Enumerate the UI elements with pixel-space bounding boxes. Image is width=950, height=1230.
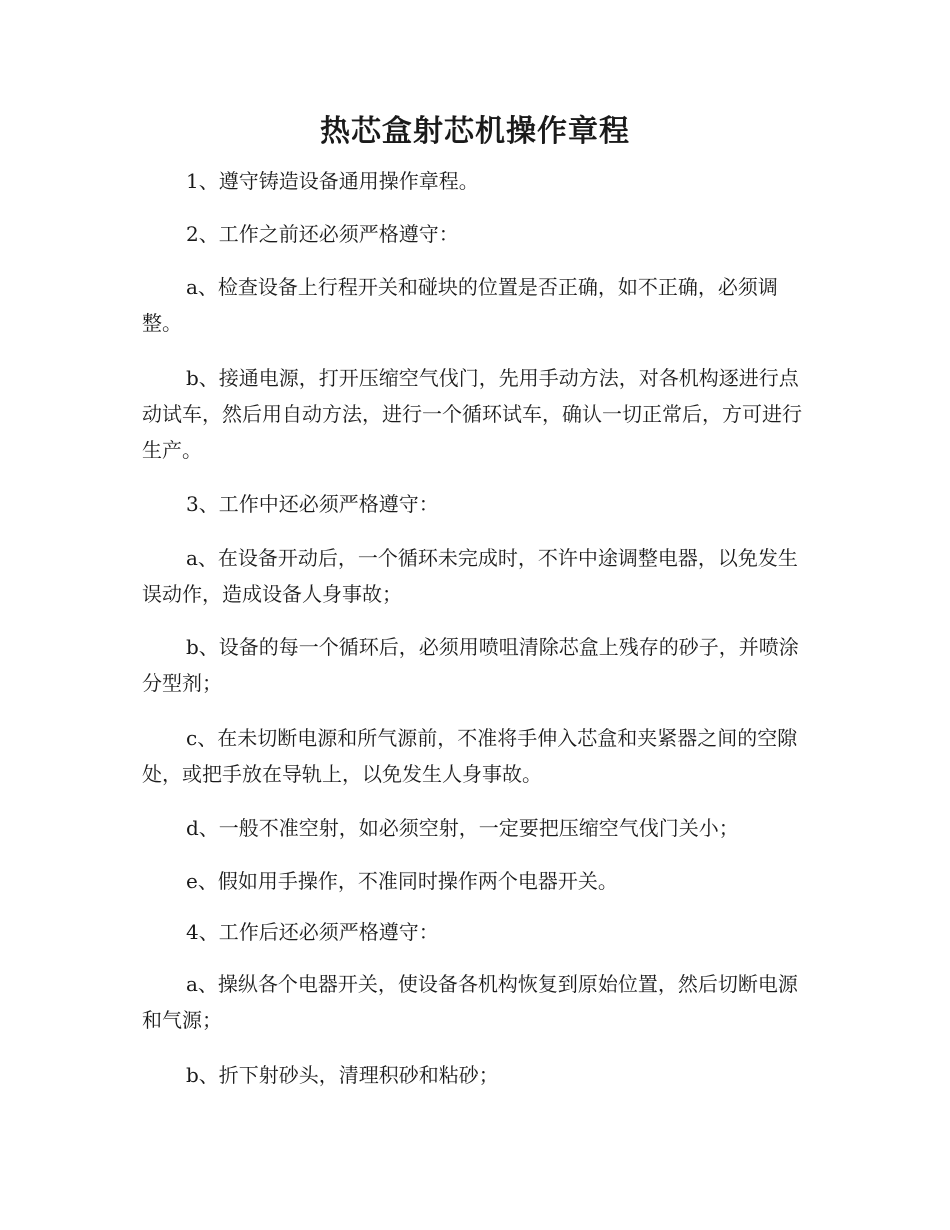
paragraph-2a: a、检查设备上行程开关和碰块的位置是否正确，如不正确，必须调整。	[142, 275, 778, 335]
paragraph-4b: b、折下射砂头，清理积砂和粘砂；	[186, 1063, 499, 1087]
paragraph-3b: b、设备的每一个循环后，必须用喷咀清除芯盒上残存的砂子，并喷涂分型剂；	[142, 635, 799, 695]
paragraph-3: 3、工作中还必须严格遵守：	[186, 492, 439, 516]
paragraph-4: 4、工作后还必须严格遵守：	[186, 920, 439, 944]
paragraph-4a: a、操纵各个电器开关，使设备各机构恢复到原始位置，然后切断电源和气源；	[142, 972, 798, 1032]
paragraph-1: 1、遵守铸造设备通用操作章程。	[186, 169, 479, 193]
paragraph-3e: e、假如用手操作，不准同时操作两个电器开关。	[186, 869, 618, 893]
paragraph-2b: b、接通电源，打开压缩空气伐门，先用手动方法，对各机构逐进行点动试车，然后用自动方法，进行一个循环试车，确认一切正常后，方可进行生产。	[142, 366, 802, 462]
paragraph-3c: c、在未切断电源和所气源前，不准将手伸入芯盒和夹紧器之间的空隙处，或把手放在导轨上，以免发生人身事故。	[142, 726, 798, 786]
paragraph-3a: a、在设备开动后，一个循环未完成时，不许中途调整电器，以免发生误动作，造成设备人身事故；	[142, 546, 798, 606]
paragraph-3d: d、一般不准空射，如必须空射，一定要把压缩空气伐门关小；	[186, 816, 739, 840]
paragraph-2: 2、工作之前还必须严格遵守：	[186, 222, 459, 246]
document-title: 热芯盒射芯机操作章程	[320, 114, 630, 149]
